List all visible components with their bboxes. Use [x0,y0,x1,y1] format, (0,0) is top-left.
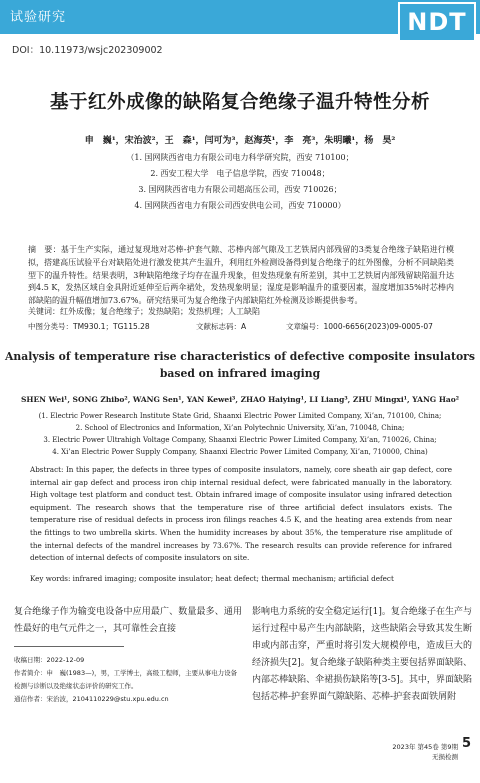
footnote-divider [14,646,124,647]
journal-info [384,742,458,762]
title-english-line1: Analysis of temperature rise characteristics of defective composite insulators [5,350,475,363]
authors-chinese: 申 巍¹，宋治波²，王 森¹，闫可为³，赵海英¹，李 亮³，朱明曦¹，杨 昊² [84,136,396,146]
affiliation-en-1: (1. Electric Power Research Institute State Grid, Shaanxi Electric Power Limited Company, Xi’an, 710100, China; [38,412,442,420]
abstract-chinese: 摘 要：基于生产实际，通过复现地对芯棒-护套气隙、芯棒内部气隙及工艺铁屑内部残留的3类复合绝缘子缺陷进行模拟，搭建高压试验平台对缺陷处进行激发使其产生温升，利用红外检测设备得到复合绝缘子的红外图像，分析不同缺陷类型下的温升特性。结果表明，3种缺陷绝缘子均存在温升现象，但发热现象有所差别，其中工艺铁屑内部残留缺陷温升达到4.5 K，发热区域自金具附近延伸至后两伞裙处，发热现象明显；湿度是影响温升的重要因素，湿度增加35%时芯棒内部缺陷的温升幅值增加73.67%。研究结果可为复合绝缘子内部缺陷红外检测及诊断提供参考。 [28,245,454,306]
title-english-line2: based on infrared imaging [159,367,321,380]
corresponding-author: 通信作者：宋治波，2104110229@stu.xpu.edu.cn [14,695,169,703]
clc-number: 中图分类号：TM930.1；TG115.28 [28,322,150,331]
document-code: 文献标志码：A [196,322,247,331]
affiliation-cn-1: （1. 国网陕西省电力有限公司电力科学研究院，西安 710100； [126,153,354,162]
title-chinese: 基于红外成像的缺陷复合绝缘子温升特性分析 [49,92,430,113]
keywords-chinese: 关键词：红外成像；复合绝缘子；发热缺陷；发热机理；人工缺陷 [28,307,260,316]
footnotes [14,654,242,706]
page-number: 5 [462,736,472,751]
journal-issue: 2023年 第45卷 第9期 [392,743,458,751]
authors-english: SHEN Wei¹, SONG Zhibo², WANG Sen¹, YAN Kewei³, ZHAO Haiying¹, LI Liang³, ZHU Mingxi¹, YANG Hao² [20,395,460,404]
section-label: 试验研究 [10,10,67,25]
body-column-left: 复合绝缘子作为输变电设备中应用最广、数量最多、通用性最好的电气元件之一，其可靠性会直接 [14,607,242,634]
received-date: 收稿日期：2022-12-09 [14,656,85,664]
abstract-english: Abstract: In this paper, the defects in three types of composite insulators, namely, core sheath air gap defect, core internal air gap defect and process iron chip internal residual defect, were fabricated manually in the laboratory. High voltage test platform and conduct test. Obtain infrared image of composite insulator using infrared detection equipment. The research shows that the temperature rise of three artificial defect insulators exists. The temperature rise of residual defects in process iron filings reaches 4.5 K, and the heating area extends from near the fittings to two umbrella skirts. When the humidity increases by about 35%, the temperature rise amplitude of the internal defects of the mandrel increases by 73.67%. The research results can provide reference for infrared detection of internal defects of composite insulators on site. [30,465,452,563]
affiliation-en-3: 3. Electric Power Ultrahigh Voltage Company, Shaanxi Electric Power Limited Company, Xi’an, 710026, China; [43,436,437,444]
keywords-english: Key words: infrared imaging; composite insulator; heat defect; thermal mechanism; artificial defect [30,574,394,583]
affiliation-cn-4: 4. 国网陕西省电力有限公司西安供电公司，西安 710000） [134,201,346,210]
journal-name: 无损检测 [432,753,458,761]
affiliation-en-2: 2. School of Electronics and Information, Xi’an Polytechnic University, Xi’an, 710048, China; [75,424,405,432]
journal-logo [398,2,476,42]
affiliation-cn-2: 2. 西安工程大学 电子信息学院，西安 710048； [150,169,330,178]
article-number: 文章编号：1000-6656(2023)09-0005-07 [286,322,433,331]
logo-text: NDT [407,8,467,36]
author-introduction: 作者简介：申 巍(1983—)，男，工学博士，高级工程师，主要从事电力设备检测与诊断以及绝缘状态评价的研究工作。 [14,669,238,690]
affiliation-en-4: 4. Xi’an Electric Power Supply Company, Shaanxi Electric Power Limited Company, Xi’an, 710000, China) [52,448,428,456]
affiliation-cn-3: 3. 国网陕西省电力有限公司超高压公司，西安 710026； [138,185,342,194]
body-column-right: 影响电力系统的安全稳定运行[1]。复合绝缘子在生产与运行过程中易产生内部缺陷，这些缺陷会导致其发生断串或内部击穿，严重时将引发大规模停电，造成巨大的经济损失[2]。复合绝缘子缺陷种类主要包括界面缺陷、内部芯棒缺陷、伞裙损伤缺陷等[3-5]。其中，界面缺陷包括芯棒-护套界面气隙缺陷、芯棒-护套表面铁屑附 [252,607,472,702]
doi: DOI：10.11973/wsjc202309002 [12,45,163,56]
